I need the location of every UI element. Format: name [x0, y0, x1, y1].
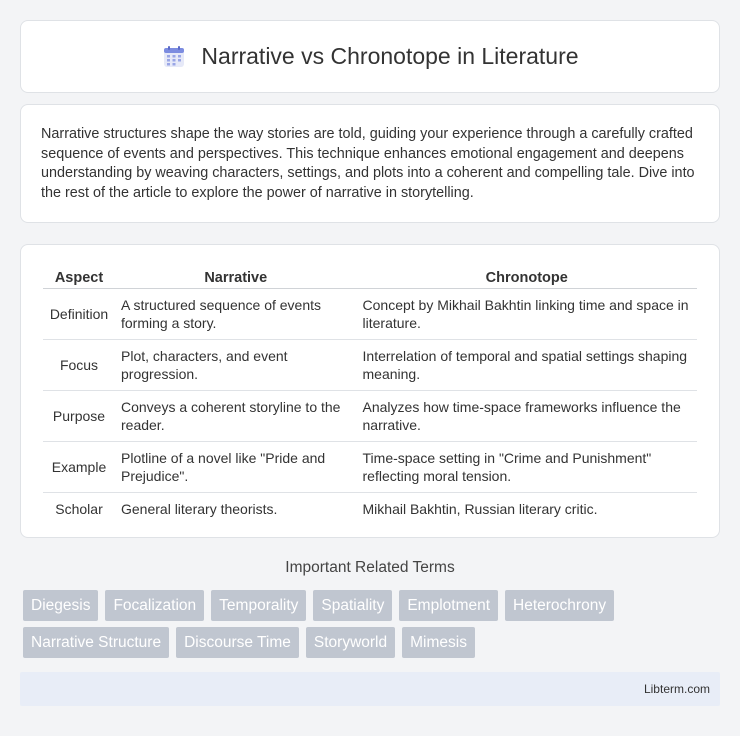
tag-storyworld[interactable]: Storyworld — [306, 627, 395, 658]
cell-narrative: Plotline of a novel like "Pride and Prejudice". — [115, 442, 357, 493]
cell-narrative: General literary theorists. — [121, 501, 278, 517]
intro-text: Narrative structures shape the way stories are told, guiding your experience through a carefully crafted sequence of events and perspectives. This technique enhances emotional engagement and deepens understanding by weaving characters, settings, and plots into a coherent and compelling tale. Dive into the rest of the article to explore the power of narrative in storytelling. — [41, 126, 695, 201]
cell-chronotope: Mikhail Bakhtin, Russian literary critic. — [362, 501, 598, 517]
footer — [20, 672, 720, 706]
table-header-row — [43, 265, 697, 289]
table-row — [43, 442, 697, 493]
tag-diegesis[interactable]: Diegesis — [23, 590, 98, 621]
cell-chronotope: Concept by Mikhail Bakhtin linking time and space in literature. — [357, 289, 697, 340]
calendar-icon — [161, 44, 187, 70]
intro-card — [20, 104, 720, 223]
table-row — [43, 289, 697, 340]
cell-aspect: Definition — [43, 289, 115, 340]
cell-chronotope: Interrelation of temporal and spatial settings shaping meaning. — [357, 340, 697, 391]
cell-aspect: Purpose — [43, 391, 115, 442]
cell-narrative: Plot, characters, and event progression. — [115, 340, 357, 391]
header-narrative: Narrative — [115, 265, 357, 289]
tag-emplotment[interactable]: Emplotment — [399, 590, 498, 621]
cell-chronotope: Analyzes how time-space frameworks influence the narrative. — [357, 391, 697, 442]
cell-aspect: Scholar — [55, 501, 103, 517]
tag-discourse-time[interactable]: Discourse Time — [176, 627, 299, 658]
tag-heterochrony[interactable]: Heterochrony — [505, 590, 614, 621]
table-row — [43, 340, 697, 391]
header-chronotope: Chronotope — [357, 265, 697, 289]
cell-narrative: A structured sequence of events forming a story. — [115, 289, 357, 340]
cell-narrative: Conveys a coherent storyline to the reader. — [115, 391, 357, 442]
tag-spatiality[interactable]: Spatiality — [313, 590, 392, 621]
cell-aspect: Example — [43, 442, 115, 493]
footer-site-link[interactable]: Libterm.com — [643, 682, 710, 696]
related-terms-list — [23, 590, 723, 664]
table-row — [43, 493, 697, 526]
tag-mimesis[interactable]: Mimesis — [402, 627, 475, 658]
comparison-table — [43, 265, 697, 526]
cell-chronotope: Time-space setting in "Crime and Punishment" reflecting moral tension. — [357, 442, 697, 493]
table-row — [43, 391, 697, 442]
tag-focalization[interactable]: Focalization — [105, 590, 204, 621]
related-terms-title: Important Related Terms — [285, 559, 455, 576]
tag-temporality[interactable]: Temporality — [211, 590, 306, 621]
page-title: Narrative vs Chronotope in Literature — [201, 43, 579, 69]
title-card — [20, 20, 720, 93]
header-aspect: Aspect — [43, 265, 115, 289]
tag-narrative-structure[interactable]: Narrative Structure — [23, 627, 169, 658]
comparison-card — [20, 244, 720, 538]
cell-aspect: Focus — [43, 340, 115, 391]
